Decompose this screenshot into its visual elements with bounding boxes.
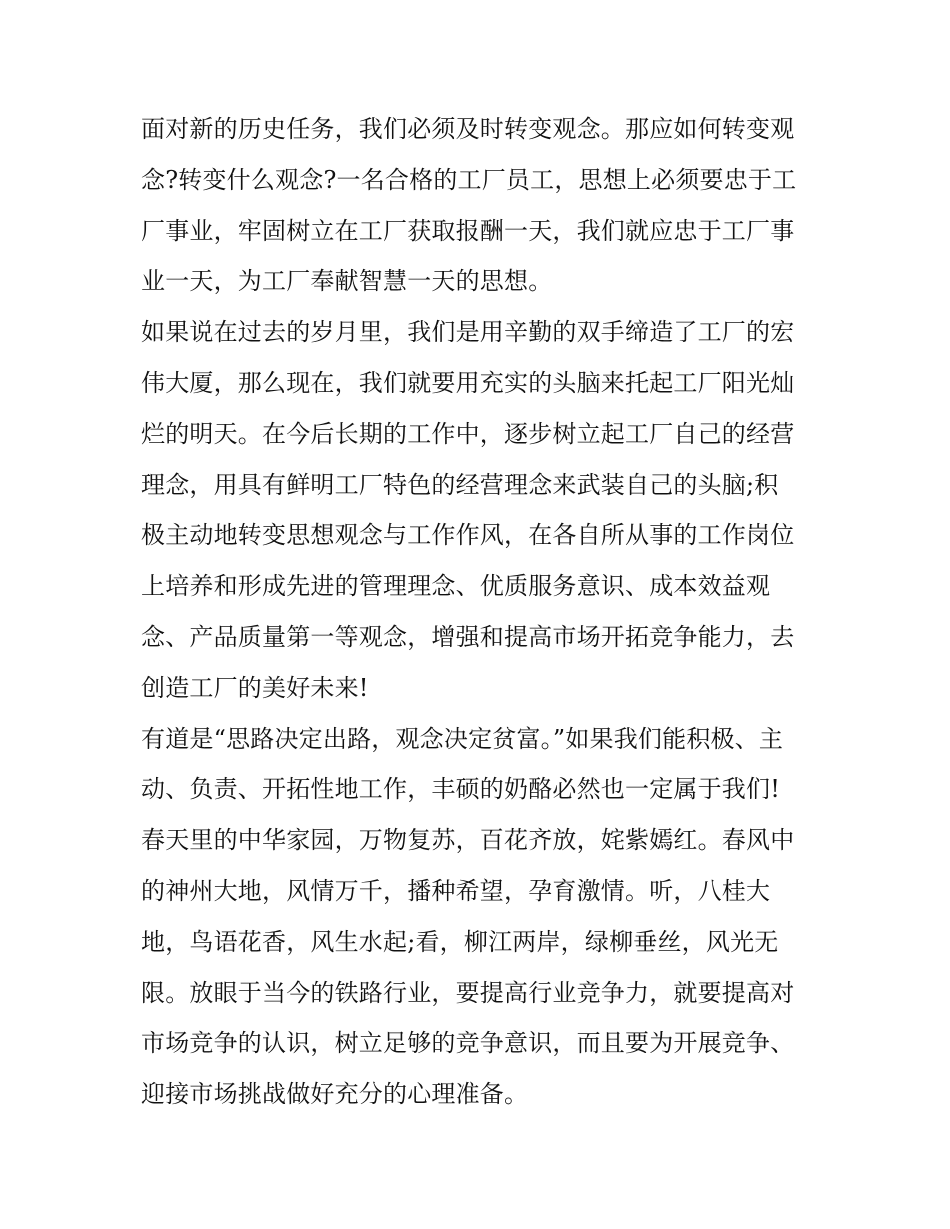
text-line: 限。放眼于当今的铁路行业，要提高行业竞争力，就要提高对 bbox=[141, 978, 795, 1007]
text-line: 的神州大地，风情万千，播种希望，孕育激情。听，八桂大 bbox=[141, 876, 771, 905]
text-line: 迎接市场挑战做好充分的心理准备。 bbox=[141, 1080, 529, 1109]
text-line: 动、负责、开拓性地工作，丰硕的奶酪必然也一定属于我们! bbox=[141, 775, 781, 804]
text-line: 念?转变什么观念?一名合格的工厂员工，思想上必须要忠于工 bbox=[141, 165, 797, 194]
text-line: 理念，用具有鲜明工厂特色的经营理念来武装自己的头脑;积 bbox=[141, 470, 779, 499]
text-line: 念、产品质量第一等观念，增强和提高市场开拓竞争能力，去 bbox=[141, 622, 795, 651]
text-line: 有道是“思路决定出路，观念决定贫富。”如果我们能积极、主 bbox=[141, 724, 784, 753]
text-line: 面对新的历史任务，我们必须及时转变观念。那应如何转变观 bbox=[141, 115, 795, 143]
text-line: 地，鸟语花香，风生水起;看，柳江两岸，绿柳垂丝，风光无 bbox=[141, 927, 779, 956]
body-text bbox=[141, 104, 816, 1120]
text-line: 业一天，为工厂奉献智慧一天的思想。 bbox=[141, 267, 553, 296]
text-line: 上培养和形成先进的管理理念、优质服务意识、成本效益观 bbox=[141, 572, 771, 601]
text-line: 厂事业，牢固树立在工厂获取报酬一天，我们就应忠于工厂事 bbox=[141, 216, 795, 245]
text-line: 春天里的中华家园，万物复苏，百花齐放，姹紫嫣红。春风中 bbox=[141, 826, 795, 855]
text-line: 烂的明天。在今后长期的工作中，逐步树立起工厂自己的经营 bbox=[141, 419, 795, 448]
text-line: 创造工厂的美好未来! bbox=[141, 673, 369, 702]
text-line: 市场竞争的认识，树立足够的竞争意识，而且要为开展竞争、 bbox=[141, 1029, 795, 1058]
text-line: 伟大厦，那么现在，我们就要用充实的头脑来托起工厂阳光灿 bbox=[141, 368, 795, 397]
text-line: 极主动地转变思想观念与工作作风，在各自所从事的工作岗位 bbox=[141, 521, 795, 550]
text-line: 如果说在过去的岁月里，我们是用辛勤的双手缔造了工厂的宏 bbox=[141, 318, 795, 347]
